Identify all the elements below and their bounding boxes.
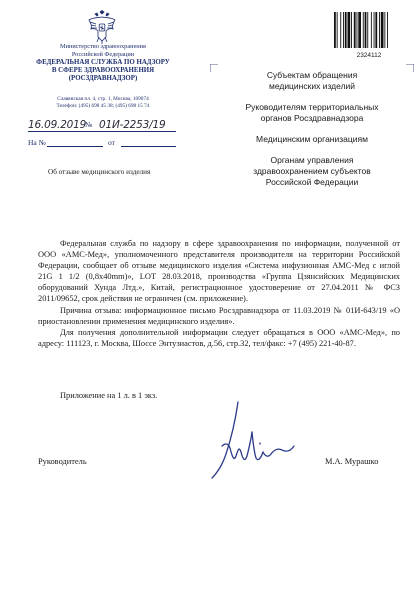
recipient-item: Органам управления здравоохранением субъектов Российской Федерации — [253, 155, 371, 187]
signatory-title: Руководитель — [38, 457, 87, 466]
reference-number-blank — [47, 146, 103, 147]
barcode-bar — [367, 12, 368, 48]
reference-number-label: На № — [28, 138, 46, 147]
recipient-item: Руководителям территориальных органов Росздравнадзора — [245, 102, 379, 123]
barcode-bar — [348, 12, 351, 48]
barcode-bar — [375, 12, 377, 48]
barcode-bar — [340, 12, 341, 48]
recipient-list — [212, 70, 412, 198]
body-paragraph: Федеральная служба по надзору в сфере здравоохранения по информации, полученной от ООО «АМС-Мед», уполномоченного представителя производителя на территории Российской Федерации, сообщает об отзыве медицинского изделия «Система инфузионная АМС-Мед с иглой 21G 1 1/2 (0,8x40mm)», LOT 28.03.2018, производства «Группа Цзянсийских Медицинских оборудований Хунда Лтд.», Китай, регистрационное удостоверение от 27.04.2011 № ФСЗ 2011/09652, срок действия не ограничен (см. приложение). — [38, 239, 400, 304]
signatory-name: М.А. Мурашко — [325, 457, 379, 466]
body-paragraph: Для получения дополнительной информации следует обращаться в ООО «АМС-Мед», по адресу: 111123, г. Москва, Шоссе Энтузиастов, д.56, стр.32, тел/факс: +7 (495) 221-40-87. — [38, 327, 400, 348]
letter-body — [38, 238, 400, 349]
handwritten-signature — [208, 396, 296, 482]
reference-date-label: от — [108, 138, 115, 147]
barcode-bar — [345, 12, 347, 48]
coat-of-arms-emblem-icon — [87, 10, 117, 44]
recipient-item: Субъектам обращения медицинских изделий — [266, 70, 358, 91]
barcode-bar — [374, 12, 375, 48]
barcode-bar — [371, 12, 372, 48]
barcode-bar — [357, 12, 358, 48]
barcode-bar — [384, 12, 385, 48]
reference-line — [28, 138, 188, 150]
barcode-bar — [387, 12, 388, 48]
barcode-bar — [354, 12, 356, 48]
registration-number: 01И-2253/19 — [99, 119, 166, 131]
barcode-number: 2324112 — [356, 52, 382, 59]
barcode-bar — [363, 12, 364, 48]
barcode-bar — [358, 12, 361, 48]
registration-date: 16.09.2019 — [28, 119, 87, 131]
barcode-bar — [343, 12, 344, 48]
registration-line — [28, 119, 208, 133]
agency-name: ФЕДЕРАЛЬНАЯ СЛУЖБА ПО НАДЗОРУ В СФЕРЕ ЗДРАВООХРАНЕНИЯ (РОСЗДРАВНАДЗОР) — [36, 59, 170, 83]
barcode-bar — [381, 12, 384, 48]
registration-underline — [28, 131, 176, 132]
agency-address: Славянская пл. 4, стр. 1, Москва, 109074 Телефон: (495) 698 45 38; (495) 698 15 74 — [56, 96, 150, 109]
barcode-bar — [351, 12, 352, 48]
barcode-bar — [379, 12, 380, 48]
body-paragraph: Причина отзыва: информационное письмо Росздравнадзора от 11.03.2019 № 01И-643/19 «О приостановлении применения медицинского изделия». — [38, 305, 400, 326]
ministry-name: Министерство здравоохранения Российской Федерации — [60, 43, 146, 58]
barcode-bar — [337, 12, 338, 48]
barcode — [334, 12, 404, 48]
attachment-note: Приложение на 1 л. в 1 экз. — [60, 391, 158, 400]
reference-date-blank — [121, 146, 176, 147]
barcode-bar — [365, 12, 367, 48]
letter-subject: Об отзыве медицинского изделия — [48, 168, 151, 176]
barcode-bar — [334, 12, 336, 48]
recipient-item: Медицинским организациям — [256, 134, 368, 144]
registration-number-label: № — [85, 120, 93, 129]
